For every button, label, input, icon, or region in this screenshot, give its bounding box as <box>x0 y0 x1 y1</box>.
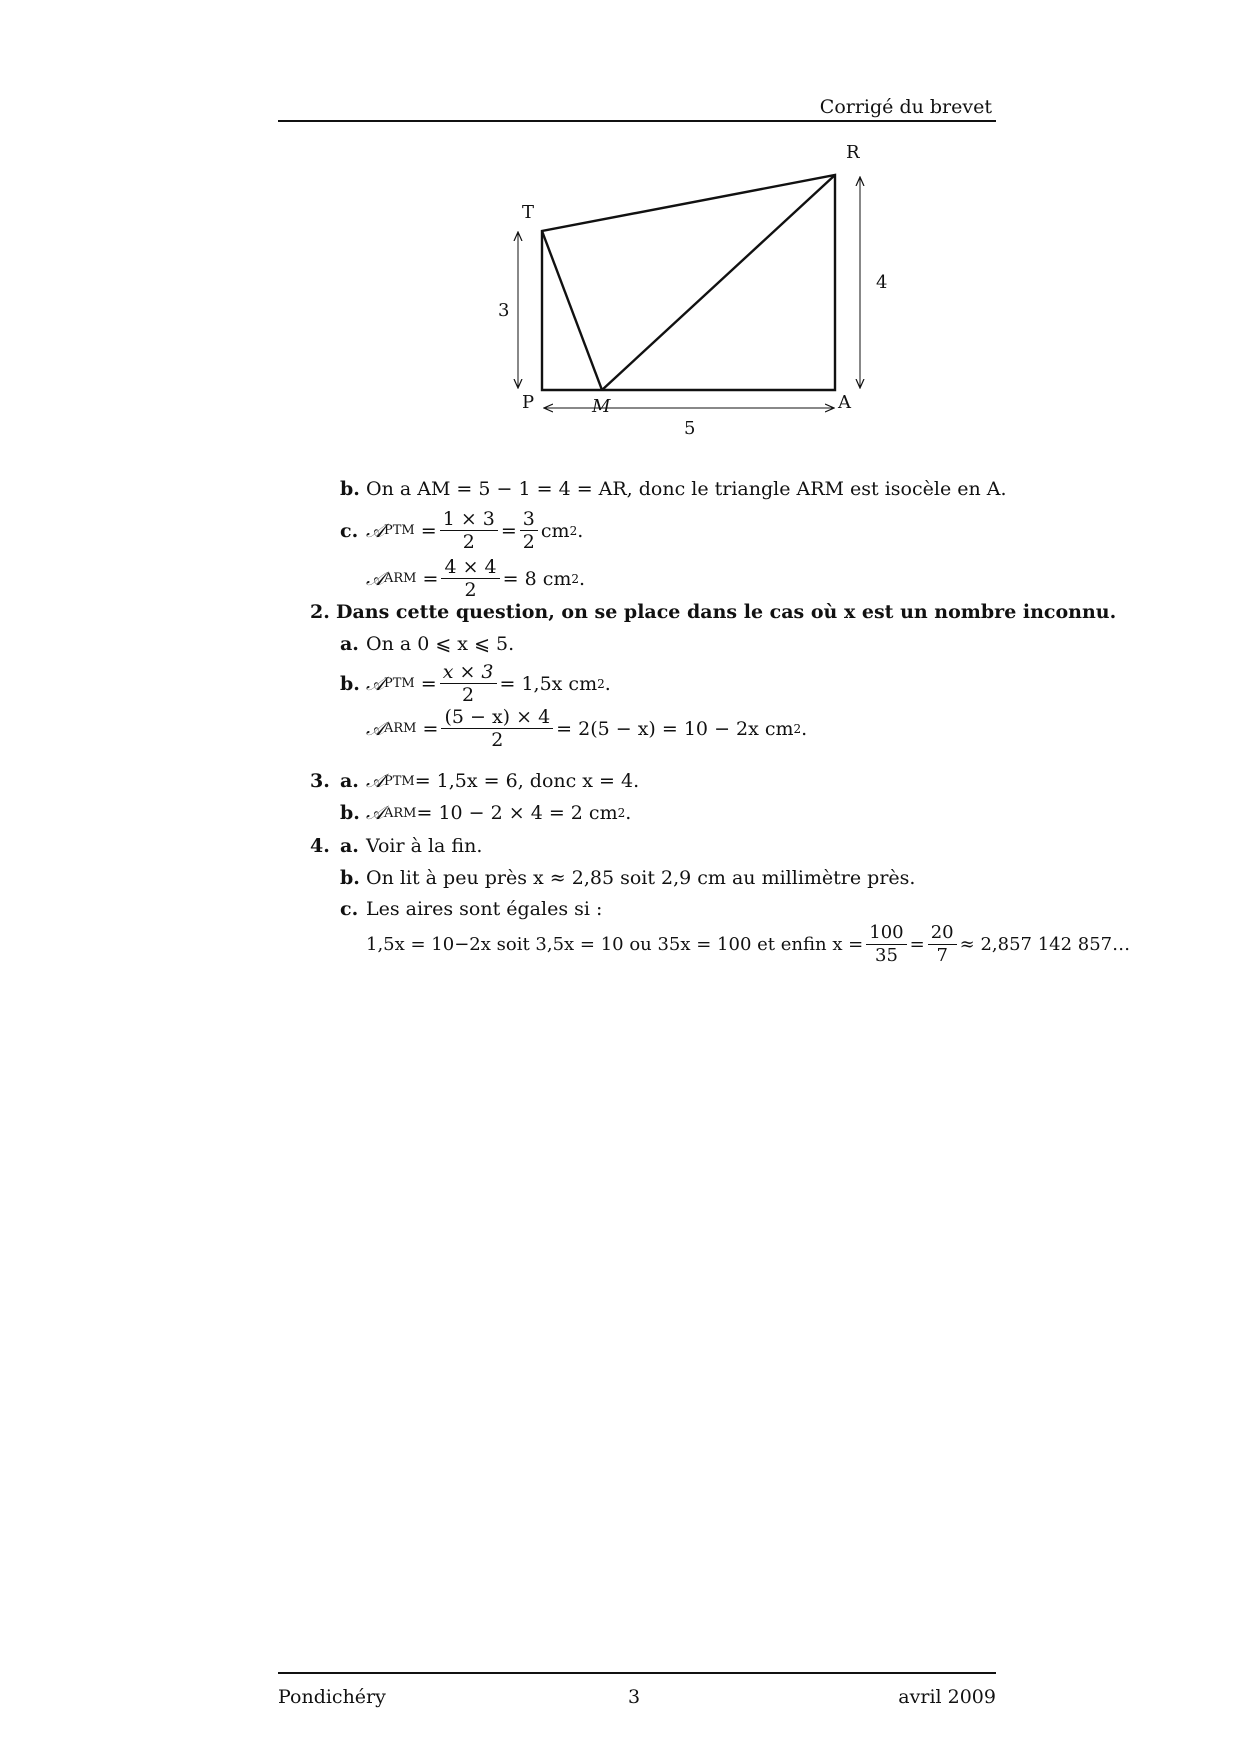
fraction-numerator: (5 − x) × 4 <box>441 706 553 729</box>
ptm-subscript: PTM <box>383 773 415 789</box>
page-footer <box>278 1672 996 1708</box>
q3b-text: = 10 − 2 × 4 = 2 cm <box>416 802 618 824</box>
period: . <box>577 519 584 542</box>
label-r: R <box>846 142 860 163</box>
fraction-denominator: 2 <box>462 531 475 553</box>
footer-left: Pondichéry <box>278 1686 386 1708</box>
arm-result: = 8 cm <box>502 567 572 590</box>
fraction-numerator: 100 <box>866 922 906 945</box>
q2b-label: b. <box>340 672 360 695</box>
ptm-x-result: = 1,5x cm <box>499 672 598 695</box>
q4c-text: Les aires sont égales si : <box>366 898 603 920</box>
ptm-subscript: PTM <box>383 676 415 691</box>
fraction-arm <box>441 556 499 601</box>
fraction-ptm-x <box>440 661 497 706</box>
label-a: A <box>838 392 851 413</box>
page-header <box>278 92 996 122</box>
arm-subscript: ARM <box>383 805 417 821</box>
label-p: P <box>522 392 535 413</box>
fraction-denominator: 2 <box>462 684 475 706</box>
equals: = <box>909 934 925 955</box>
fraction-denominator: 35 <box>875 945 898 966</box>
fraction-20-7 <box>928 922 957 967</box>
dim-base: 5 <box>684 418 696 439</box>
superscript: 2 <box>571 571 580 586</box>
q3a-text: = 1,5x = 6, donc x = 4. <box>414 770 640 792</box>
q1b-line <box>340 478 1007 500</box>
q4-number: 4. <box>310 835 330 857</box>
figure-svg <box>470 140 910 470</box>
q3a-line <box>310 770 639 792</box>
q2-title: Dans cette question, on se place dans le cas où x est un nombre inconnu. <box>336 601 1117 623</box>
q4b-text: On lit à peu près x ≈ 2,85 soit 2,9 cm au millimètre près. <box>366 867 916 889</box>
label-m: M <box>592 396 611 417</box>
header-title: Corrigé du brevet <box>819 96 992 118</box>
q3b-line <box>340 802 631 824</box>
q4a-line <box>310 835 482 857</box>
q1b-label: b. <box>340 478 360 500</box>
equals: = <box>414 519 437 542</box>
period: . <box>801 717 808 740</box>
superscript: 2 <box>617 806 626 820</box>
equals: = <box>500 519 517 542</box>
fraction-numerator: 4 × 4 <box>441 556 499 579</box>
footer-right: avril 2009 <box>898 1686 996 1708</box>
ptm-unit: cm <box>540 519 570 542</box>
period: . <box>579 567 586 590</box>
ptm-subscript: PTM <box>383 523 415 538</box>
fraction-100-35 <box>866 922 906 967</box>
fraction-denominator: 2 <box>491 729 504 751</box>
area-symbol: 𝒜 <box>366 770 384 792</box>
q4a-label: a. <box>340 835 359 857</box>
q2a-text: On a 0 ⩽ x ⩽ 5. <box>366 633 515 655</box>
q2b-arm-line <box>366 706 807 751</box>
q1c-label: c. <box>340 519 359 542</box>
segment-mr <box>602 175 835 390</box>
fraction-denominator: 7 <box>936 945 948 966</box>
fraction-arm-x <box>441 706 553 751</box>
fraction-numerator: x × 3 <box>440 661 497 684</box>
fraction-denominator: 2 <box>522 531 535 553</box>
q2-number: 2. <box>310 601 330 623</box>
superscript: 2 <box>597 676 605 691</box>
q1b-text: On a AM = 5 − 1 = 4 = AR, donc le triangle ARM est isocèle en A. <box>366 478 1007 500</box>
equals: = <box>414 672 437 695</box>
q3-number: 3. <box>310 770 330 792</box>
q2b-ptm-line <box>340 661 611 706</box>
fraction-denominator: 2 <box>464 579 477 601</box>
area-symbol: 𝒜 <box>366 672 384 695</box>
fraction-ptm-simplified <box>520 508 538 553</box>
area-symbol: 𝒜 <box>366 802 384 824</box>
equation-start: 1,5x = 10−2x soit 3,5x = 10 ou 35x = 100 et enfin x = <box>366 934 864 955</box>
quadrilateral-ptra <box>542 175 835 390</box>
q4a-text: Voir à la fin. <box>366 835 483 857</box>
fraction-numerator: 1 × 3 <box>440 508 498 531</box>
q4b-line <box>340 867 915 889</box>
segment-tm <box>542 231 602 390</box>
equation-end: ≈ 2,857 142 857… <box>959 934 1131 955</box>
superscript: 2 <box>569 523 578 538</box>
page-number: 3 <box>628 1686 641 1708</box>
q1c-ptm-line <box>340 508 583 553</box>
label-t: T <box>522 202 535 223</box>
dim-right: 4 <box>876 272 888 293</box>
q2a-label: a. <box>340 633 359 655</box>
area-symbol: 𝒜 <box>366 567 384 590</box>
q4c-label: c. <box>340 898 359 920</box>
q4c-equation <box>366 922 1130 967</box>
q1c-arm-line <box>366 556 585 601</box>
dim-left: 3 <box>498 300 510 321</box>
q2-heading <box>310 601 1116 623</box>
equals: = <box>416 567 439 590</box>
fraction-numerator: 20 <box>928 922 957 945</box>
arm-subscript: ARM <box>383 721 417 736</box>
equals: = <box>416 717 439 740</box>
area-symbol: 𝒜 <box>366 519 384 542</box>
q2a-line <box>340 633 514 655</box>
period: . <box>604 672 611 695</box>
q3a-label: a. <box>340 770 359 792</box>
q4b-label: b. <box>340 867 360 889</box>
period: . <box>625 802 632 824</box>
q3b-label: b. <box>340 802 360 824</box>
superscript: 2 <box>793 721 802 736</box>
arm-subscript: ARM <box>383 571 417 586</box>
fraction-ptm <box>440 508 498 553</box>
q4c-line <box>340 898 602 920</box>
fraction-numerator: 3 <box>520 508 538 531</box>
geometry-figure <box>470 140 910 470</box>
area-symbol: 𝒜 <box>366 717 384 740</box>
arm-x-result: = 2(5 − x) = 10 − 2x cm <box>556 717 794 740</box>
